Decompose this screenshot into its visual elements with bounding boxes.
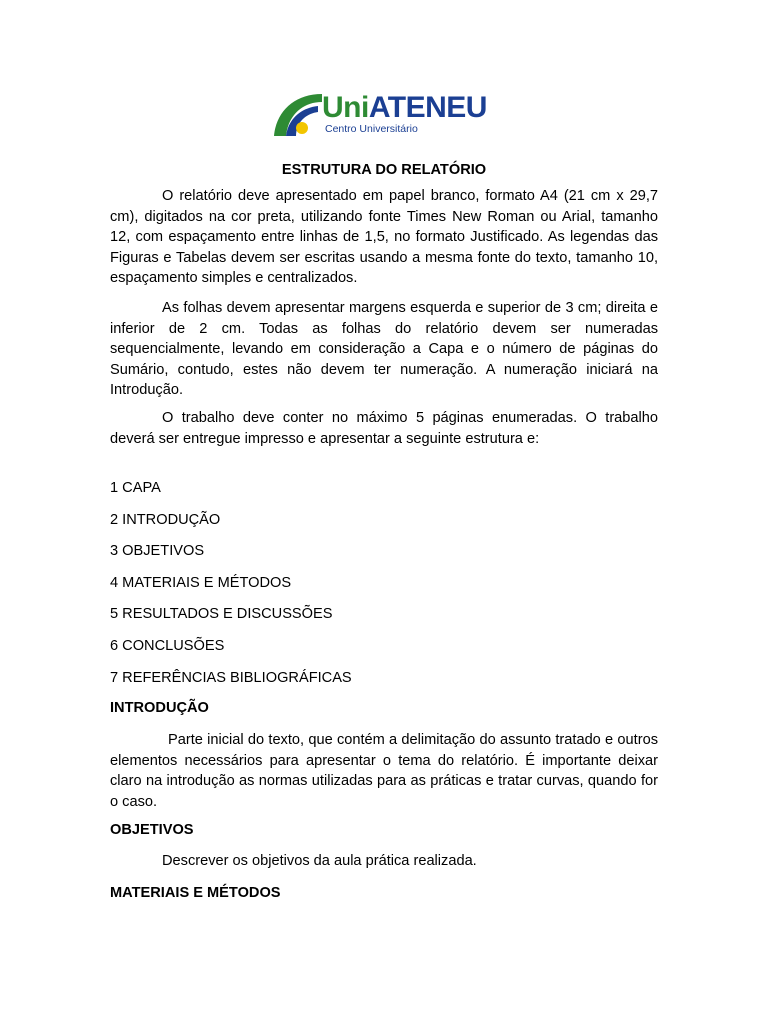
uniateneu-logo [272, 90, 502, 140]
document-title: ESTRUTURA DO RELATÓRIO [281, 162, 487, 178]
logo-swoosh-icon [272, 90, 324, 138]
introducao-heading: INTRODUÇÃO [110, 700, 209, 716]
list-item: 5 RESULTADOS E DISCUSSÕES [110, 606, 333, 623]
list-item: 2 INTRODUÇÃO [110, 511, 221, 528]
list-item: 7 REFERÊNCIAS BIBLIOGRÁFICAS [110, 669, 352, 686]
objetivos-heading: OBJETIVOS [110, 822, 194, 838]
logo-word-uni: Uni [322, 91, 369, 124]
objetivos-text: Descrever os objetivos da aula prática realizada. [162, 853, 477, 869]
logo-word-ateneu: ATENEU [368, 91, 487, 124]
list-item: 3 OBJETIVOS [110, 543, 205, 560]
list-item: 1 CAPA [110, 480, 161, 496]
introducao-text: Parte inicial do texto, que contém a delimitação do assunto tratado e outros elementos necessários para apresentar o tema do relatório. É importante deixar claro na introdução as normas utilizadas para as práticas e tratar curvas, quando for o caso. [110, 732, 658, 810]
paragraph-format: O relatório deve apresentado em papel branco, formato A4 (21 cm x 29,7 cm), digitados na cor preta, utilizando fonte Times New Roman ou Arial, tamanho 12, com espaçamento entre linhas de 1,5, no formato Justificado. As legendas das Figuras e Tabelas devem ser escritas usando a mesma fonte do texto, tamanho 10, espaçamento simples e centralizados. [110, 188, 658, 286]
paragraph-margins: As folhas devem apresentar margens esquerda e superior de 3 cm; direita e inferior de 2 cm. Todas as folhas do relatório devem ser numeradas sequencialmente, levando em consideração a Capa e o número de páginas do Sumário, contudo, estes não devem ter numeração. A numeração iniciará na Introdução. [110, 300, 658, 398]
logo-subtitle: Centro Universitário [325, 123, 418, 135]
list-item: 6 CONCLUSÕES [110, 637, 225, 654]
materiais-heading: MATERIAIS E MÉTODOS [110, 885, 281, 901]
paragraph-structure: O trabalho deve conter no máximo 5 páginas enumeradas. O trabalho deverá ser entregue impresso e apresentar a seguinte estrutura e: [110, 410, 658, 447]
list-item: 4 MATERIAIS E MÉTODOS [110, 574, 292, 591]
logo-wordmark [322, 92, 487, 124]
structure-list [110, 478, 352, 699]
